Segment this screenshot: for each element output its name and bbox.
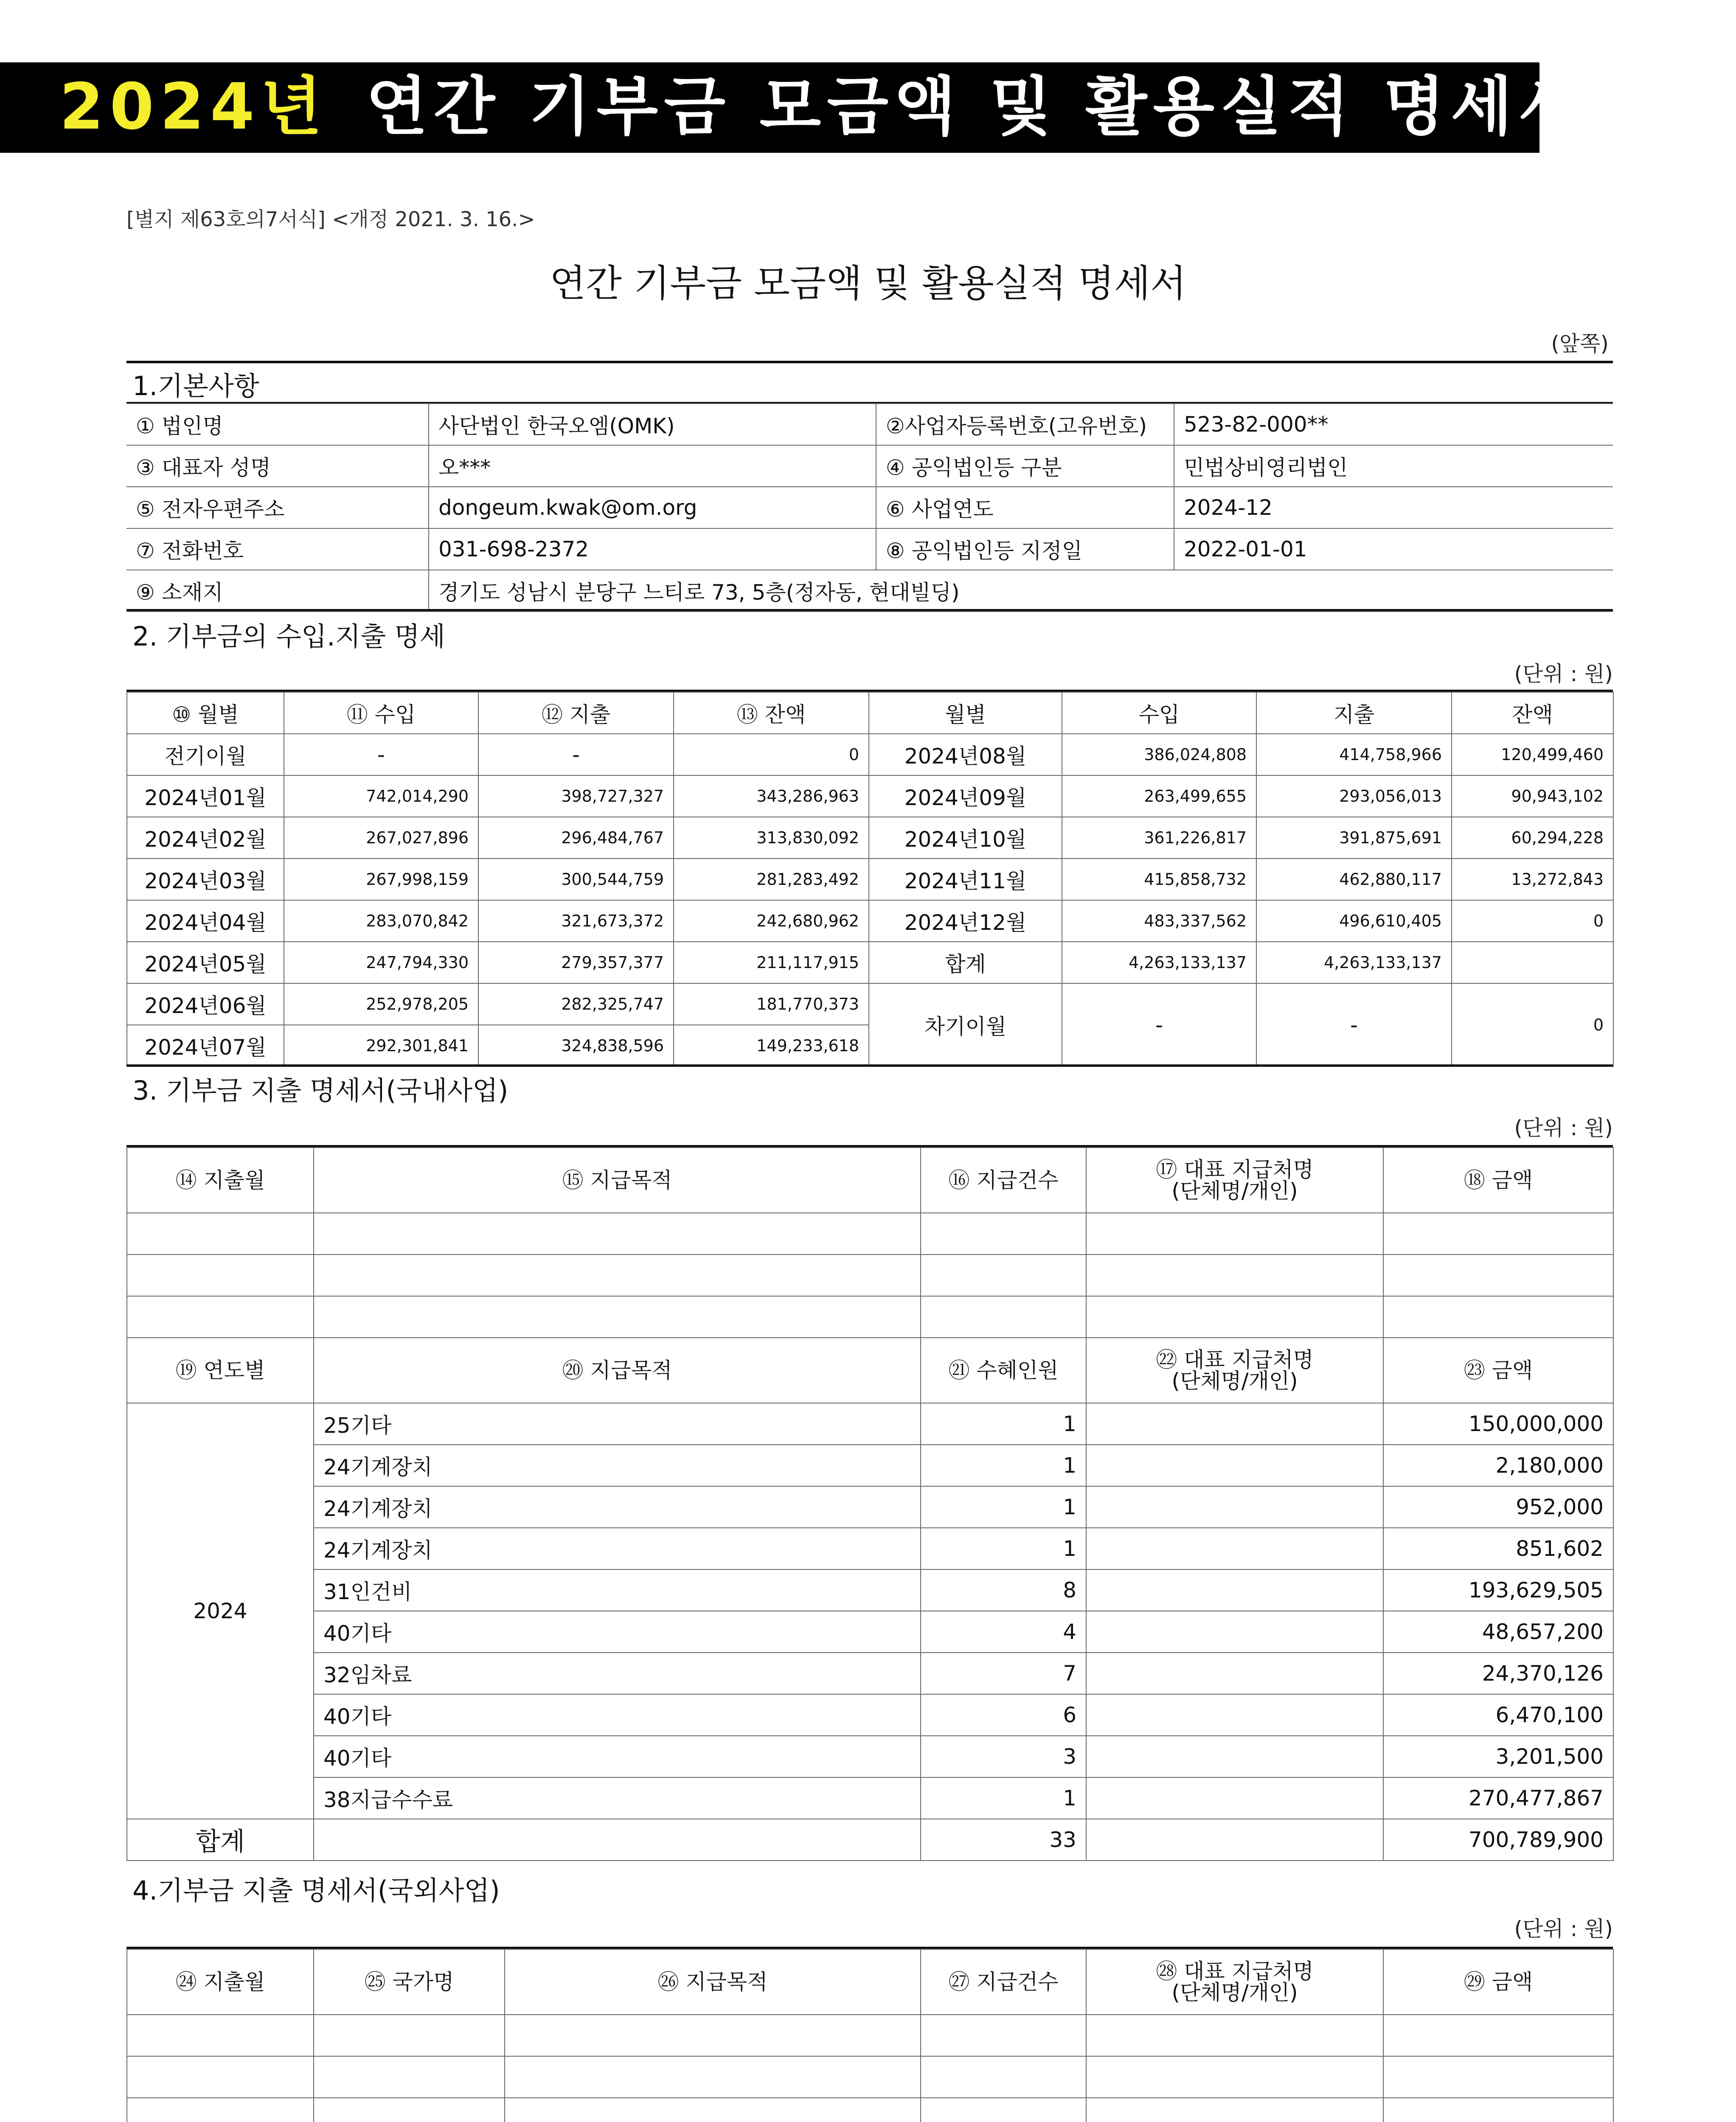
empty-row — [127, 1296, 1613, 1338]
basic-value: dongeum.kwak@om.org — [429, 487, 876, 528]
basic-info-row — [126, 404, 1613, 445]
table-row — [127, 900, 1613, 942]
count-cell: 1 — [921, 1486, 1086, 1528]
section-title-foreign: 4.기부금 지출 명세서(국외사업) — [132, 1875, 500, 1906]
empty-row — [127, 1255, 1613, 1296]
basic-label: ⑥ 사업연도 — [876, 487, 1174, 528]
purpose-cell: 40기타 — [314, 1611, 921, 1653]
income-cell: 267,027,896 — [284, 817, 478, 859]
amount-cell: 48,657,200 — [1383, 1611, 1613, 1653]
column-header: ⑩ 월별 — [127, 692, 284, 734]
amount-cell: 24,370,126 — [1383, 1653, 1613, 1694]
empty-cell — [921, 1213, 1086, 1255]
basic-label: ④ 공익법인등 구분 — [876, 445, 1174, 487]
empty-cell — [1383, 1296, 1613, 1338]
basic-value: 민법상비영리법인 — [1174, 445, 1613, 487]
banner-title — [59, 67, 1586, 147]
count-cell: 1 — [921, 1445, 1086, 1486]
table-row — [127, 1777, 1613, 1819]
month-cell: 2024년05월 — [127, 942, 284, 983]
table-row — [127, 1694, 1613, 1736]
column-header: ⑬ 잔액 — [674, 692, 869, 734]
expense-cell: - — [478, 734, 674, 775]
column-header: ㉔ 지출월 — [127, 1949, 314, 2015]
purpose-cell: 31인건비 — [314, 1569, 921, 1611]
total-row — [127, 1819, 1613, 1861]
unit-label: (단위 : 원) — [1514, 1917, 1613, 1941]
section-title-domestic: 3. 기부금 지출 명세서(국내사업) — [132, 1075, 508, 1106]
count-cell: 3 — [921, 1736, 1086, 1777]
payee-cell — [1086, 1445, 1383, 1486]
purpose-cell: 24기계장치 — [314, 1445, 921, 1486]
column-header-payee — [1086, 1148, 1383, 1213]
purpose-cell: 25기타 — [314, 1403, 921, 1445]
column-header: ㉕ 국가명 — [314, 1949, 505, 2015]
document-title: 연간 기부금 모금액 및 활용실적 명세서 — [550, 261, 1186, 305]
month-cell: 2024년12월 — [869, 900, 1062, 942]
unit-label: (단위 : 원) — [1514, 1116, 1613, 1140]
balance-cell — [1452, 942, 1613, 983]
column-header: ⑮ 지급목적 — [314, 1148, 921, 1213]
income-cell: 292,301,841 — [284, 1025, 478, 1067]
table-row — [127, 775, 1613, 817]
payee-cell — [1086, 1528, 1383, 1569]
empty-cell — [1383, 2098, 1613, 2122]
empty-row — [127, 1213, 1613, 1255]
column-header-subtext: (단체명/개인) — [1171, 1980, 1298, 2005]
count-cell: 8 — [921, 1569, 1086, 1611]
column-header: ⑫ 지출 — [478, 692, 674, 734]
basic-label: ⑤ 전자우편주소 — [126, 487, 429, 528]
banner-title-text: 연간 기부금 모금액 및 활용실적 명세서 — [366, 70, 1586, 144]
payee-cell — [1086, 1694, 1383, 1736]
basic-label: ① 법인명 — [126, 404, 429, 445]
payee-cell — [1086, 1569, 1383, 1611]
basic-value: 523-82-000** — [1174, 404, 1613, 445]
balance-cell: 0 — [674, 734, 869, 775]
empty-cell — [1383, 2056, 1613, 2098]
count-cell: 7 — [921, 1653, 1086, 1694]
amount-cell: 851,602 — [1383, 1528, 1613, 1569]
empty-cell — [1086, 1296, 1383, 1338]
empty-cell — [1086, 1255, 1383, 1296]
empty-cell — [1086, 2015, 1383, 2056]
empty-row — [127, 2056, 1613, 2098]
column-header: 월별 — [869, 692, 1062, 734]
purpose-cell: 40기타 — [314, 1694, 921, 1736]
income-cell: 386,024,808 — [1062, 734, 1256, 775]
basic-value: 경기도 성남시 분당구 느티로 73, 5층(정자동, 현대빌딩) — [429, 570, 1613, 612]
column-header-text: ㉒ 대표 지급처명 — [1156, 1347, 1314, 1372]
section-rule — [126, 609, 1613, 611]
basic-value: 오*** — [429, 445, 876, 487]
basic-label: ⑧ 공익법인등 지정일 — [876, 528, 1174, 570]
column-header: ⑭ 지출월 — [127, 1148, 314, 1213]
month-cell: 2024년02월 — [127, 817, 284, 859]
empty-cell — [505, 2056, 921, 2098]
basic-info-table — [126, 403, 1613, 612]
expense-cell: 414,758,966 — [1256, 734, 1452, 775]
month-cell: 2024년04월 — [127, 900, 284, 942]
empty-cell — [127, 2015, 314, 2056]
amount-cell: 270,477,867 — [1383, 1777, 1613, 1819]
empty-cell — [127, 2098, 314, 2122]
month-cell: 2024년08월 — [869, 734, 1062, 775]
section-rule — [126, 361, 1613, 363]
expense-cell: 321,673,372 — [478, 900, 674, 942]
expense-cell: 300,544,759 — [478, 859, 674, 900]
empty-cell — [127, 1255, 314, 1296]
expense-cell: 282,325,747 — [478, 983, 674, 1025]
amount-cell: 2,180,000 — [1383, 1445, 1613, 1486]
header-row — [127, 1338, 1613, 1403]
balance-cell: 90,943,102 — [1452, 775, 1613, 817]
basic-info-row — [126, 528, 1613, 570]
payee-cell — [1086, 1486, 1383, 1528]
empty-cell — [1383, 2015, 1613, 2056]
purpose-cell: 24기계장치 — [314, 1486, 921, 1528]
empty-cell — [127, 1296, 314, 1338]
carry-over-expense: - — [1256, 983, 1452, 1067]
month-cell: 2024년06월 — [127, 983, 284, 1025]
balance-cell: 60,294,228 — [1452, 817, 1613, 859]
expense-cell: 391,875,691 — [1256, 817, 1452, 859]
balance-cell: 242,680,962 — [674, 900, 869, 942]
month-cell: 2024년09월 — [869, 775, 1062, 817]
count-cell: 1 — [921, 1777, 1086, 1819]
table-row — [127, 1569, 1613, 1611]
column-header-text: ⑰ 대표 지급처명 — [1156, 1157, 1314, 1182]
empty-cell — [314, 1213, 921, 1255]
empty-cell — [314, 1255, 921, 1296]
income-cell: - — [284, 734, 478, 775]
balance-cell: 211,117,915 — [674, 942, 869, 983]
expense-cell: 293,056,013 — [1256, 775, 1452, 817]
carry-over-balance: 0 — [1452, 983, 1613, 1067]
balance-cell: 0 — [1452, 900, 1613, 942]
column-header-payee — [1086, 1949, 1383, 2015]
income-cell: 283,070,842 — [284, 900, 478, 942]
basic-value: 2024-12 — [1174, 487, 1613, 528]
empty-cell — [127, 1213, 314, 1255]
month-cell: 2024년03월 — [127, 859, 284, 900]
section-title-basic: 1.기본사항 — [132, 371, 259, 401]
purpose-cell: 32임차료 — [314, 1653, 921, 1694]
balance-cell: 149,233,618 — [674, 1025, 869, 1067]
income-expense-table — [126, 692, 1614, 1067]
basic-label: ⑨ 소재지 — [126, 570, 429, 612]
carry-over-label: 차기이월 — [869, 983, 1062, 1067]
empty-cell — [505, 2015, 921, 2056]
column-header: ㉓ 금액 — [1383, 1338, 1613, 1403]
month-cell: 2024년07월 — [127, 1025, 284, 1067]
column-header: ㉙ 금액 — [1383, 1949, 1613, 2015]
balance-cell: 313,830,092 — [674, 817, 869, 859]
table-row — [127, 1611, 1613, 1653]
count-cell: 1 — [921, 1528, 1086, 1569]
column-header: ㉑ 수혜인원 — [921, 1338, 1086, 1403]
expense-cell: 462,880,117 — [1256, 859, 1452, 900]
empty-cell — [1086, 2056, 1383, 2098]
table-row — [127, 1653, 1613, 1694]
carry-over-income: - — [1062, 983, 1256, 1067]
column-header-subtext: (단체명/개인) — [1171, 1179, 1298, 1203]
count-cell: 1 — [921, 1403, 1086, 1445]
page-side-label: (앞쪽) — [1551, 331, 1609, 356]
column-header: ⑱ 금액 — [1383, 1148, 1613, 1213]
income-cell: 4,263,133,137 — [1062, 942, 1256, 983]
year-cell: 2024 — [127, 1403, 314, 1819]
empty-cell — [314, 2015, 505, 2056]
basic-label: ②사업자등록번호(고유번호) — [876, 404, 1174, 445]
payee-cell — [1086, 1736, 1383, 1777]
purpose-cell: 38지급수수료 — [314, 1777, 921, 1819]
empty-cell — [921, 2098, 1086, 2122]
purpose-cell: 40기타 — [314, 1736, 921, 1777]
empty-cell — [1383, 1255, 1613, 1296]
expense-cell: 296,484,767 — [478, 817, 674, 859]
header-row — [127, 1949, 1613, 2015]
domestic-expense-table — [126, 1147, 1614, 1861]
basic-info-row — [126, 487, 1613, 528]
empty-cell — [314, 2056, 505, 2098]
basic-label: ⑦ 전화번호 — [126, 528, 429, 570]
column-header: 잔액 — [1452, 692, 1613, 734]
income-cell: 267,998,159 — [284, 859, 478, 900]
empty-cell — [921, 1255, 1086, 1296]
table-row — [127, 817, 1613, 859]
title-banner — [0, 62, 1586, 153]
column-header-payee — [1086, 1338, 1383, 1403]
balance-cell: 120,499,460 — [1452, 734, 1613, 775]
basic-info-row — [126, 445, 1613, 487]
column-header: ㉖ 지급목적 — [505, 1949, 921, 2015]
total-label: 합계 — [127, 1819, 314, 1861]
section-title-income: 2. 기부금의 수입.지출 명세 — [132, 621, 445, 652]
income-cell: 415,858,732 — [1062, 859, 1256, 900]
column-header: ⑲ 연도별 — [127, 1338, 314, 1403]
column-header: ⑳ 지급목적 — [314, 1338, 921, 1403]
count-cell: 6 — [921, 1694, 1086, 1736]
table-row — [127, 983, 1613, 1025]
expense-cell: 324,838,596 — [478, 1025, 674, 1067]
income-cell: 252,978,205 — [284, 983, 478, 1025]
balance-cell: 13,272,843 — [1452, 859, 1613, 900]
column-header-subtext: (단체명/개인) — [1171, 1369, 1298, 1393]
amount-cell: 952,000 — [1383, 1486, 1613, 1528]
payee-cell — [1086, 1653, 1383, 1694]
month-cell: 전기이월 — [127, 734, 284, 775]
table-row — [127, 734, 1613, 775]
table-row — [127, 1736, 1613, 1777]
balance-cell: 343,286,963 — [674, 775, 869, 817]
empty-cell — [1086, 2098, 1383, 2122]
column-header: ⑪ 수입 — [284, 692, 478, 734]
column-header: 수입 — [1062, 692, 1256, 734]
total-count: 33 — [921, 1819, 1086, 1861]
column-header: ㉗ 지급건수 — [921, 1949, 1086, 2015]
empty-cell — [314, 1819, 921, 1861]
empty-cell — [1086, 1819, 1383, 1861]
table-row — [127, 942, 1613, 983]
empty-cell — [314, 2098, 505, 2122]
empty-cell — [127, 2056, 314, 2098]
count-cell: 4 — [921, 1611, 1086, 1653]
income-cell: 483,337,562 — [1062, 900, 1256, 942]
column-header: ⑯ 지급건수 — [921, 1148, 1086, 1213]
basic-value: 2022-01-01 — [1174, 528, 1613, 570]
empty-row — [127, 2098, 1613, 2122]
month-cell: 2024년01월 — [127, 775, 284, 817]
empty-cell — [921, 1296, 1086, 1338]
amount-cell: 6,470,100 — [1383, 1694, 1613, 1736]
income-cell: 247,794,330 — [284, 942, 478, 983]
month-cell: 2024년10월 — [869, 817, 1062, 859]
payee-cell — [1086, 1777, 1383, 1819]
amount-cell: 150,000,000 — [1383, 1403, 1613, 1445]
foreign-expense-table — [126, 1949, 1614, 2122]
empty-cell — [505, 2098, 921, 2122]
expense-cell: 398,727,327 — [478, 775, 674, 817]
table-row — [127, 1445, 1613, 1486]
section-rule — [126, 1064, 1613, 1067]
total-amount: 700,789,900 — [1383, 1819, 1613, 1861]
empty-cell — [1383, 1213, 1613, 1255]
basic-value: 031-698-2372 — [429, 528, 876, 570]
empty-cell — [1086, 1213, 1383, 1255]
payee-cell — [1086, 1403, 1383, 1445]
income-cell: 263,499,655 — [1062, 775, 1256, 817]
column-header-text: ㉘ 대표 지급처명 — [1156, 1959, 1314, 1984]
empty-row — [127, 2015, 1613, 2056]
income-cell: 742,014,290 — [284, 775, 478, 817]
expense-cell: 279,357,377 — [478, 942, 674, 983]
expense-cell: 496,610,405 — [1256, 900, 1452, 942]
amount-cell: 193,629,505 — [1383, 1569, 1613, 1611]
empty-cell — [921, 2015, 1086, 2056]
payee-cell — [1086, 1611, 1383, 1653]
table-row — [127, 859, 1613, 900]
basic-value: 사단법인 한국오엠(OMK) — [429, 404, 876, 445]
empty-cell — [921, 2056, 1086, 2098]
expense-cell: 4,263,133,137 — [1256, 942, 1452, 983]
header-row — [127, 1148, 1613, 1213]
table-row — [127, 1486, 1613, 1528]
balance-cell: 281,283,492 — [674, 859, 869, 900]
form-reference: [별지 제63호의7서식] <개정 2021. 3. 16.> — [126, 208, 535, 231]
banner-year: 2024년 — [59, 70, 328, 144]
amount-cell: 3,201,500 — [1383, 1736, 1613, 1777]
table-row — [127, 1403, 1613, 1445]
purpose-cell: 24기계장치 — [314, 1528, 921, 1569]
income-cell: 361,226,817 — [1062, 817, 1256, 859]
month-cell: 2024년11월 — [869, 859, 1062, 900]
empty-cell — [314, 1296, 921, 1338]
balance-cell: 181,770,373 — [674, 983, 869, 1025]
unit-label: (단위 : 원) — [1514, 662, 1613, 686]
month-cell: 합계 — [869, 942, 1062, 983]
table-row — [127, 1528, 1613, 1569]
column-header: 지출 — [1256, 692, 1452, 734]
basic-label: ③ 대표자 성명 — [126, 445, 429, 487]
basic-info-row — [126, 570, 1613, 612]
